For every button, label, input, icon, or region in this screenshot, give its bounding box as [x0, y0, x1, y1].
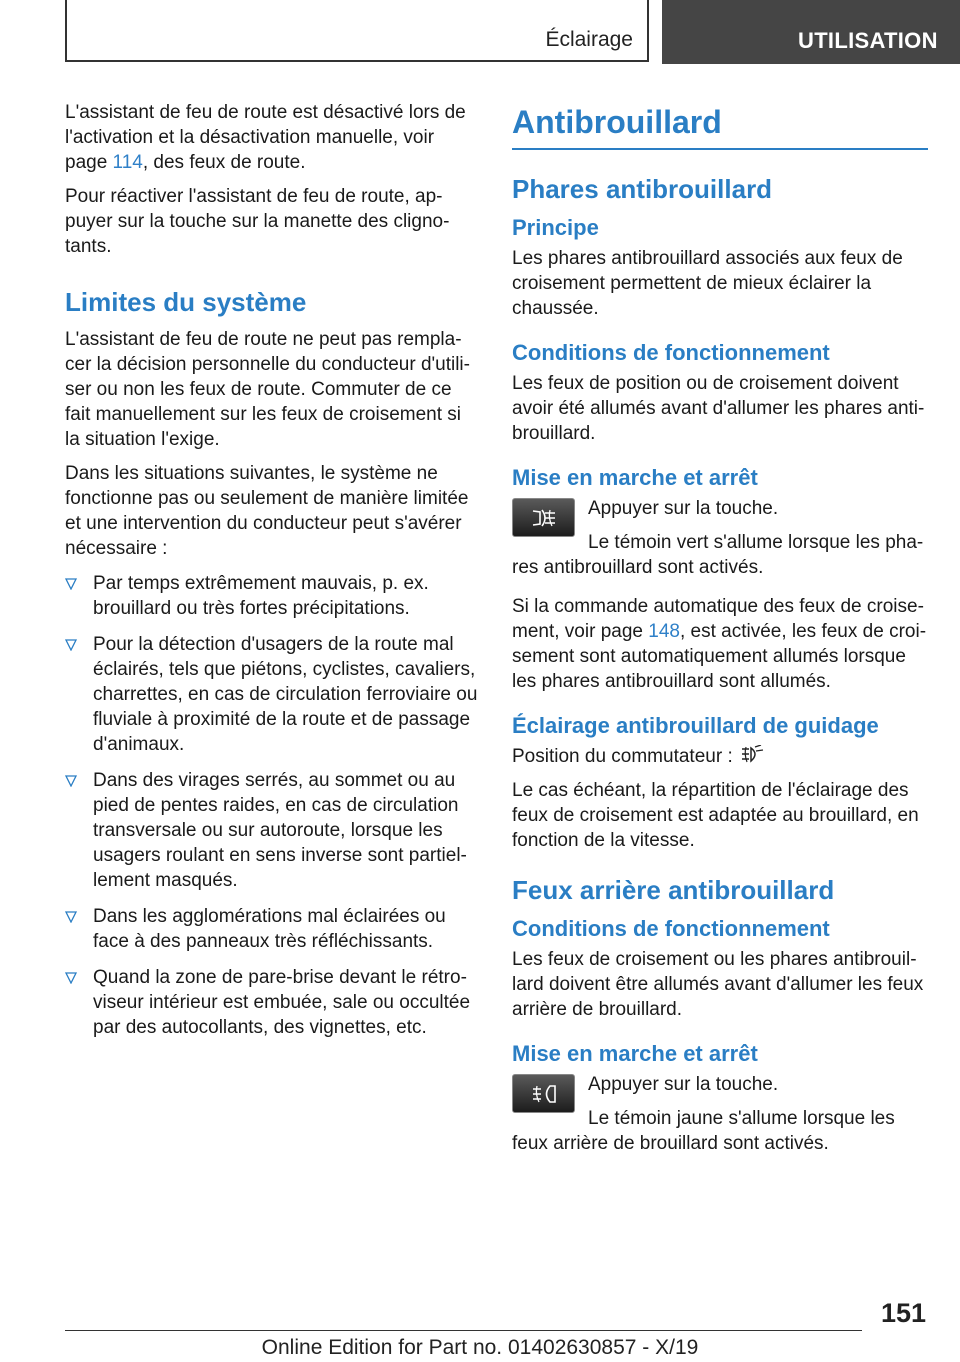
heading-limites: Limites du système [65, 287, 307, 317]
heading-conditions: Conditions de fonctionnement [512, 340, 830, 365]
heading-mise-en-marche: Mise en marche et arrêt [512, 1041, 758, 1066]
heading-principe: Principe [512, 215, 599, 240]
triangle-bullet-icon [65, 972, 77, 984]
instruction-text: Appuyer sur la touche. [588, 498, 779, 519]
paragraph: Si la commande automatique des feux de croisement, voir page 148, est activée, les feux de croisement sont automatiquement allumés lorsque les phares antibrouillard sont allumés. [512, 596, 927, 692]
chapter-title: UTILISATION [798, 28, 938, 53]
heading-conditions: Conditions de fonctionnement [512, 916, 830, 941]
front-fog-button-instruction [512, 496, 928, 560]
triangle-bullet-icon [65, 639, 77, 651]
right-column [512, 100, 928, 1165]
paragraph: Le témoin jaune s'allume lorsque les feux arrière de brouillard sont activés. [512, 1108, 895, 1154]
heading-mise-en-marche: Mise en marche et arrêt [512, 465, 758, 490]
heading-phares: Phares antibrouillard [512, 174, 773, 204]
paragraph: Position du commutateur : [512, 744, 928, 769]
footer-divider [65, 1330, 862, 1331]
front-fog-light-icon [529, 507, 559, 529]
triangle-bullet-icon [65, 911, 77, 923]
paragraph: L'assistant de feu de route ne peut pas remplacer la décision personnelle du conducteur d'utiliser ou non les feux de route. Commuter de ce fait manuellement sur les feux de croisement si la situation l'exige. [65, 329, 470, 450]
triangle-bullet-icon [65, 578, 77, 590]
list-item: Dans des virages serrés, au sommet ou au pied de pentes raides, en cas de circulation transversale ou sur autoroute, lorsque les usagers roulant en sens inverse sont partiellement masqués. [65, 768, 480, 893]
paragraph: Les phares antibrouillard associés aux feux de croisement permettent de mieux éclairer la chaussée. [512, 248, 903, 319]
left-column [65, 100, 480, 1051]
bullet-list [65, 571, 480, 1040]
instruction-text: Appuyer sur la touche. [588, 1074, 779, 1095]
heading-feux-arriere: Feux arrière antibrouillard [512, 875, 835, 905]
section-tab [65, 0, 649, 62]
list-item: Pour la détection d'usagers de la route mal éclairés, tels que piétons, cyclistes, cavaliers, charrettes, en cas de circulation ferroviaire ou fluviale à proximité de la route et de passage d'animaux. [65, 632, 480, 757]
page-link[interactable]: 114 [112, 152, 143, 173]
front-fog-light-button[interactable] [512, 498, 575, 537]
list-item: Quand la zone de pare-brise devant le rétroviseur intérieur est embuée, sale ou occultée par des autocollants, des vignettes, etc. [65, 965, 480, 1040]
page-number: 151 [880, 1298, 926, 1328]
list-item: Par temps extrêmement mauvais, p. ex. brouillard ou très fortes précipitations. [65, 571, 480, 621]
paragraph: Le cas échéant, la répartition de l'éclairage des feux de croisement est adaptée au brouillard, en fonction de la vitesse. [512, 780, 919, 851]
paragraph: Les feux de position ou de croisement doivent avoir été allumés avant d'allumer les phares antibrouillard. [512, 373, 925, 444]
paragraph: L'assistant de feu de route est désactivé lors de l'activation et la désactivation manuelle, voir page 114, des feux de route. [65, 102, 466, 173]
rear-fog-button-instruction [512, 1072, 928, 1136]
triangle-bullet-icon [65, 775, 77, 787]
fog-guidance-switch-icon [739, 745, 765, 765]
paragraph: Pour réactiver l'assistant de feu de route, appuyer sur la touche sur la manette des clignotants. [65, 186, 450, 257]
paragraph: Les feux de croisement ou les phares antibrouillard doivent être allumés avant d'allumer les feux arrière de brouillard. [512, 949, 924, 1020]
chapter-tab [662, 0, 960, 64]
list-item: Dans les agglomérations mal éclairées ou face à des panneaux très réfléchissants. [65, 904, 480, 954]
page-title: Antibrouillard [512, 102, 928, 150]
page-header [65, 0, 960, 65]
rear-fog-light-button[interactable] [512, 1074, 575, 1113]
paragraph: Dans les situations suivantes, le système ne fonctionne pas ou seulement de manière limitée et une intervention du conducteur peut s'avérer nécessaire : [65, 463, 469, 559]
footer-edition: Online Edition for Part no. 01402630857 - X/19 [261, 1336, 699, 1359]
heading-guidage: Éclairage antibrouillard de guidage [512, 713, 879, 738]
page-link[interactable]: 148 [648, 621, 680, 642]
paragraph: Le témoin vert s'allume lorsque les phares antibrouillard sont activés. [512, 532, 924, 578]
section-title: Éclairage [545, 28, 633, 51]
rear-fog-light-icon [529, 1083, 559, 1105]
